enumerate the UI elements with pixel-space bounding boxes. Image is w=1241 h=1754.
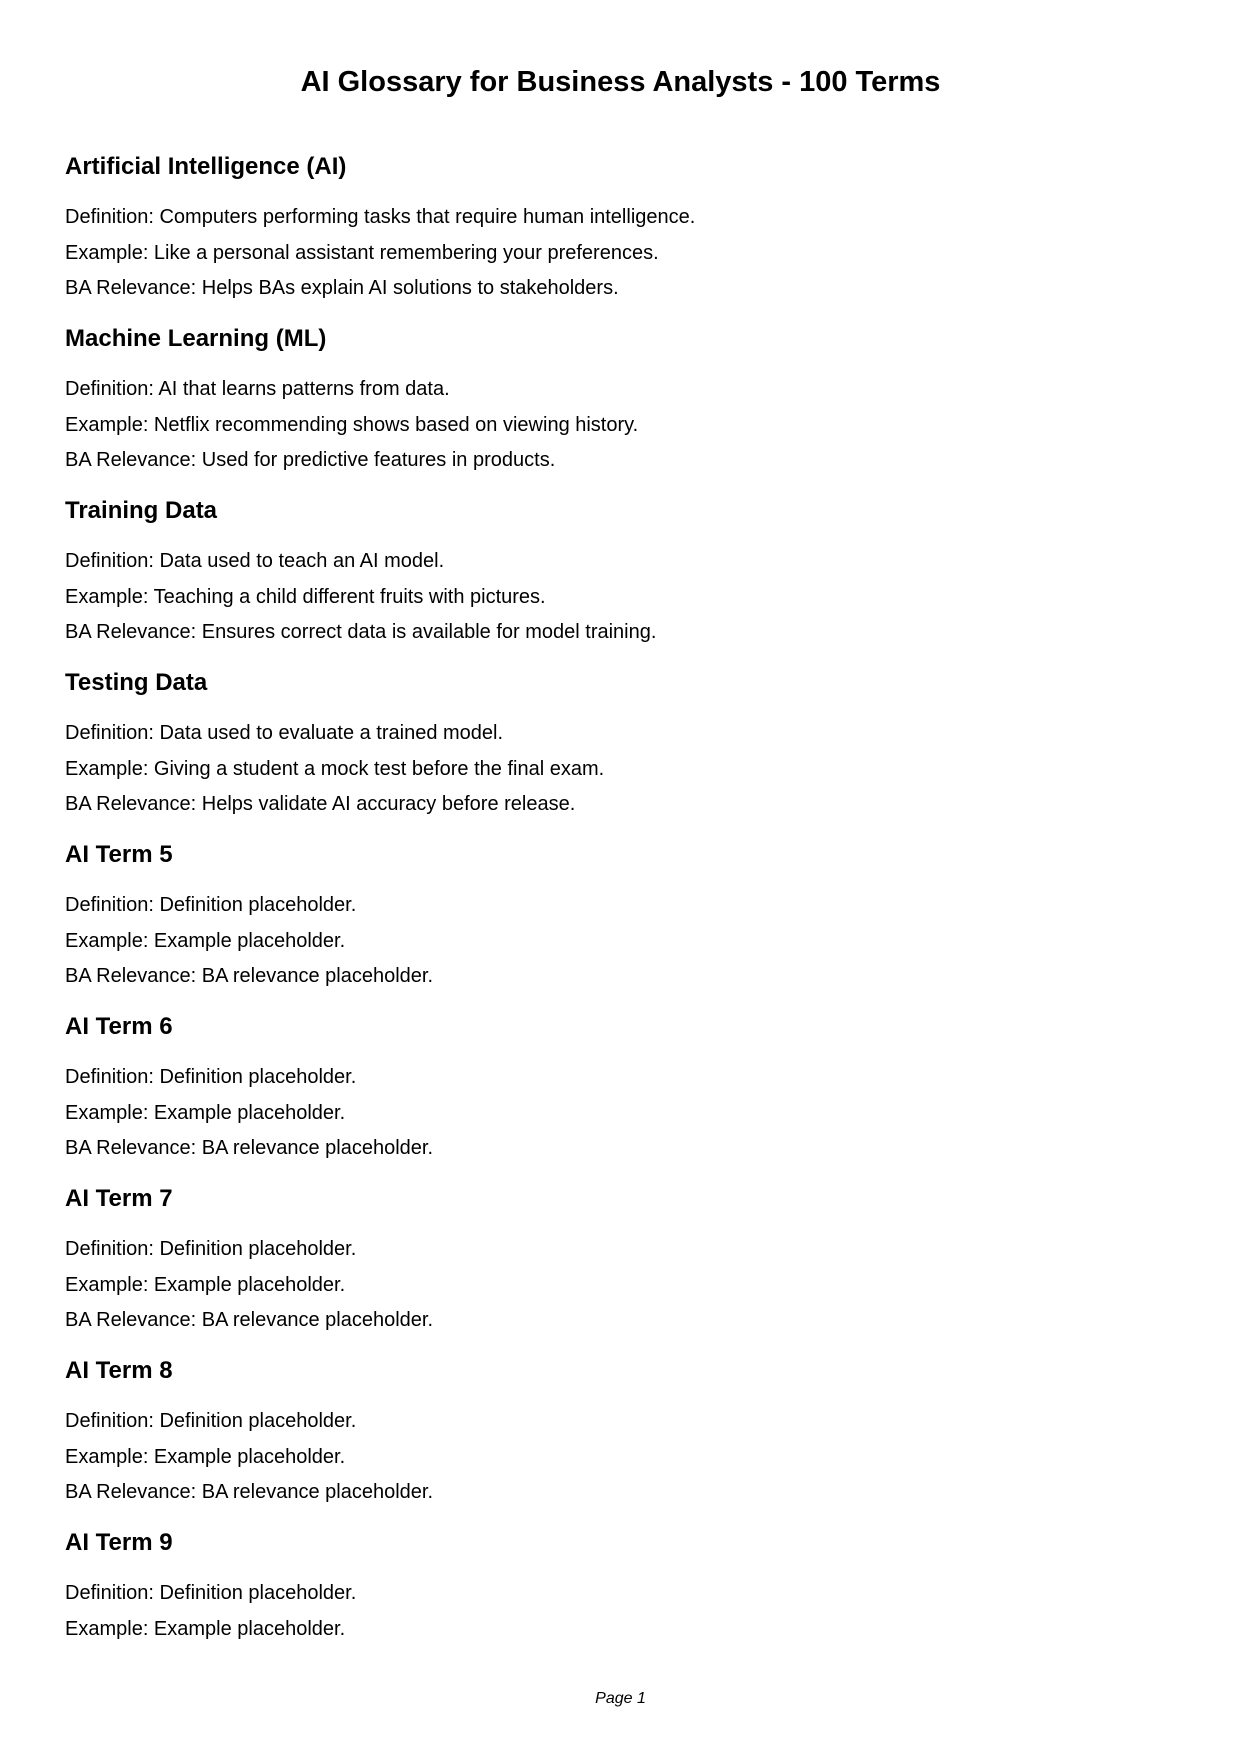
glossary-entry: [65, 1012, 1165, 1184]
term-heading: AI Term 7: [65, 1185, 173, 1212]
term-heading: AI Term 9: [65, 1529, 173, 1556]
page-number: Page 1: [595, 1690, 646, 1707]
term-definition: Definition: Definition placeholder.: [65, 1238, 357, 1260]
glossary-entry: [65, 152, 1165, 324]
term-definition: Definition: AI that learns patterns from data.: [65, 378, 450, 400]
term-relevance: BA Relevance: BA relevance placeholder.: [65, 1309, 434, 1331]
term-relevance: BA Relevance: Helps BAs explain AI solutions to stakeholders.: [65, 277, 619, 299]
term-relevance: BA Relevance: BA relevance placeholder.: [65, 1481, 434, 1503]
term-example: Example: Teaching a child different fruits with pictures.: [65, 585, 546, 608]
term-example: Example: Netflix recommending shows based on viewing history.: [65, 413, 639, 436]
term-example: Example: Example placeholder.: [65, 1617, 346, 1640]
term-heading: AI Term 5: [65, 841, 173, 868]
term-example: Example: Example placeholder.: [65, 1101, 346, 1124]
term-definition: Definition: Definition placeholder.: [65, 1582, 357, 1604]
term-definition: Definition: Data used to teach an AI model.: [65, 550, 445, 572]
term-relevance: BA Relevance: Ensures correct data is available for model training.: [65, 621, 657, 643]
term-relevance: BA Relevance: Helps validate AI accuracy before release.: [65, 793, 576, 815]
glossary-entry: [65, 496, 1165, 668]
glossary-entries: [65, 152, 1165, 1700]
term-example: Example: Giving a student a mock test before the final exam.: [65, 757, 605, 780]
term-heading: Machine Learning (ML): [65, 325, 327, 352]
glossary-entry: [65, 840, 1165, 1012]
glossary-entry: [65, 1184, 1165, 1356]
term-example: Example: Like a personal assistant remembering your preferences.: [65, 241, 659, 264]
term-definition: Definition: Definition placeholder.: [65, 1066, 357, 1088]
term-heading: Training Data: [65, 497, 218, 524]
term-relevance: BA Relevance: BA relevance placeholder.: [65, 1137, 434, 1159]
term-heading: AI Term 6: [65, 1013, 173, 1040]
glossary-entry: [65, 1528, 1165, 1700]
term-relevance: BA Relevance: Used for predictive features in products.: [65, 449, 556, 471]
term-example: Example: Example placeholder.: [65, 929, 346, 952]
glossary-entry: [65, 1356, 1165, 1528]
term-definition: Definition: Data used to evaluate a trained model.: [65, 722, 504, 744]
term-example: Example: Example placeholder.: [65, 1445, 346, 1468]
glossary-entry: [65, 324, 1165, 496]
term-definition: Definition: Definition placeholder.: [65, 894, 357, 916]
term-definition: Definition: Computers performing tasks that require human intelligence.: [65, 206, 696, 228]
document-title: AI Glossary for Business Analysts - 100 Terms: [300, 66, 941, 98]
term-heading: AI Term 8: [65, 1357, 173, 1384]
term-example: Example: Example placeholder.: [65, 1273, 346, 1296]
term-definition: Definition: Definition placeholder.: [65, 1410, 357, 1432]
term-relevance: BA Relevance: BA relevance placeholder.: [65, 965, 434, 987]
term-heading: Artificial Intelligence (AI): [65, 153, 347, 180]
term-heading: Testing Data: [65, 669, 208, 696]
glossary-entry: [65, 668, 1165, 840]
